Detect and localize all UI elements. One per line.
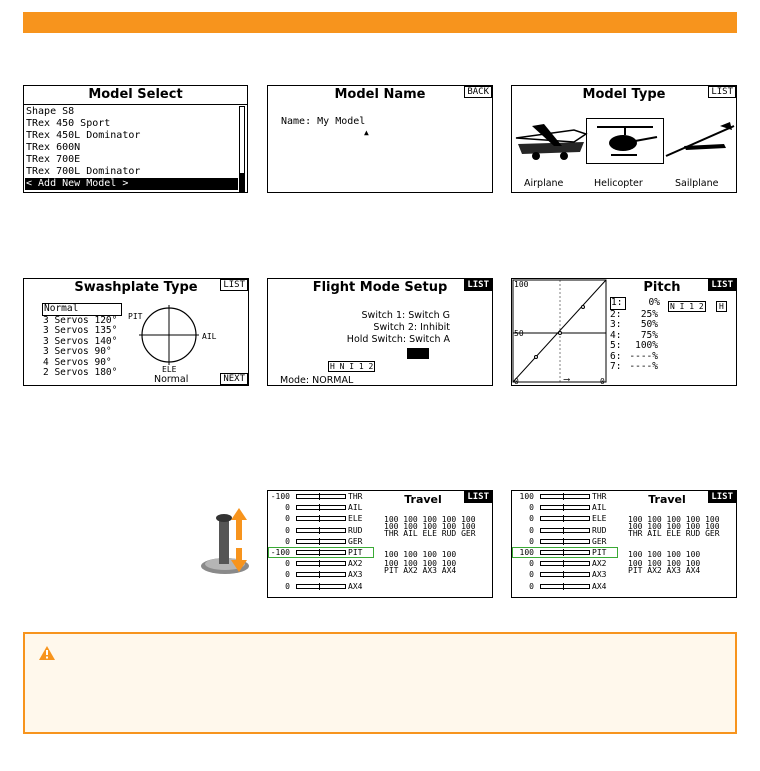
- travel-slider[interactable]: [540, 505, 590, 510]
- swashplate-option[interactable]: 4 Servos 90°: [43, 356, 112, 368]
- travel-value[interactable]: 0: [285, 525, 290, 535]
- mode-status: Mode: NORMAL: [280, 375, 354, 386]
- channel-values: 100 100 100 100 100: [628, 515, 720, 524]
- travel-slider-marker: [319, 549, 320, 556]
- throttle-stick-icon: [197, 500, 257, 580]
- model-list-item[interactable]: < Add New Model >: [25, 178, 238, 190]
- travel-slider-marker: [563, 560, 564, 567]
- list-button[interactable]: LIST: [708, 86, 736, 98]
- channel-names: THR AIL ELE RUD GER: [384, 529, 476, 538]
- channel-name: GER: [592, 536, 607, 546]
- swashplate-option[interactable]: Normal: [42, 303, 122, 316]
- travel-slider-marker: [319, 571, 320, 578]
- cursor-caret-icon: ▲: [364, 128, 369, 137]
- travel-value[interactable]: 0: [529, 559, 534, 569]
- pitch-curve-graph: [512, 279, 612, 385]
- channel-name: AX3: [348, 570, 363, 580]
- swashplate-option[interactable]: 3 Servos 140°: [43, 335, 118, 347]
- channel-name: PIT: [348, 548, 363, 557]
- pitch-point-label: 1:: [610, 297, 626, 310]
- channel-values: 100 100 100 100: [384, 559, 457, 568]
- travel-slider-marker: [563, 515, 564, 522]
- travel-slider[interactable]: [296, 584, 346, 589]
- list-button[interactable]: LIST: [464, 279, 492, 291]
- travel-slider[interactable]: [540, 539, 590, 544]
- hold-switch-setting[interactable]: Hold Switch: Switch A: [346, 334, 450, 345]
- channel-values: 100 100 100 100 100: [628, 522, 720, 531]
- swashplate-list: [42, 303, 122, 379]
- scrollbar-thumb[interactable]: [240, 173, 244, 191]
- warning-box: [23, 632, 737, 734]
- travel-slider[interactable]: [296, 572, 346, 577]
- screen-title: Flight Mode Setup: [312, 280, 448, 295]
- name-value: My Model: [317, 116, 366, 127]
- channel-name: AX2: [592, 559, 607, 569]
- helicopter-icon: [587, 119, 663, 163]
- travel-slider-marker: [563, 527, 564, 534]
- travel-slider-marker: [319, 493, 320, 500]
- travel-value[interactable]: 0: [529, 570, 534, 580]
- channel-name: AIL: [348, 503, 363, 513]
- model-list-item[interactable]: Shape S8: [26, 106, 75, 117]
- channel-names: THR AIL ELE RUD GER: [628, 529, 720, 538]
- x-axis-arrow-icon: ⟶: [564, 375, 570, 385]
- model-list-item[interactable]: TRex 450L Dominator: [26, 130, 141, 141]
- travel-slider[interactable]: [540, 494, 590, 499]
- switch-position-icon: [407, 348, 429, 359]
- pitch-point-value: 75%: [640, 329, 658, 341]
- screen-title: Pitch: [643, 280, 681, 295]
- model-name-screen: [267, 85, 493, 193]
- title-underline: [24, 104, 247, 105]
- swashplate-diagram: [134, 303, 204, 373]
- pitch-point-row[interactable]: [610, 362, 660, 373]
- option-sailplane[interactable]: Sailplane: [675, 178, 719, 189]
- travel-value[interactable]: 0: [285, 536, 290, 546]
- swashplate-option[interactable]: 2 Servos 180°: [43, 367, 118, 378]
- travel-screen: [511, 490, 737, 598]
- swashplate-option[interactable]: 3 Servos 90°: [43, 346, 112, 357]
- travel-value[interactable]: 0: [529, 514, 534, 524]
- pitch-point-label: 6:: [610, 350, 622, 362]
- pit-label: PIT: [128, 312, 143, 321]
- travel-slider-marker: [563, 504, 564, 511]
- channel-name: AX4: [348, 581, 363, 591]
- scrollbar[interactable]: [239, 106, 245, 192]
- screen-title: Model Type: [582, 87, 666, 102]
- channel-name: THR: [348, 492, 363, 501]
- travel-slider[interactable]: [540, 584, 590, 589]
- y-axis-mid: 50: [514, 329, 524, 338]
- hold-indicator: H: [716, 301, 727, 312]
- travel-slider[interactable]: [540, 550, 590, 555]
- screen-title: Swashplate Type: [74, 280, 198, 295]
- pitch-point-label: 7:: [610, 361, 622, 372]
- back-button[interactable]: BACK: [464, 86, 492, 98]
- x-axis-right: 0: [600, 377, 605, 386]
- switch-2-setting[interactable]: Switch 2: Inhibit: [373, 322, 450, 333]
- y-axis-max: 100: [514, 280, 529, 289]
- pitch-point-row[interactable]: [610, 297, 660, 310]
- pitch-point-value: 50%: [640, 319, 658, 330]
- screen-title: Travel: [648, 493, 686, 506]
- helicopter-option[interactable]: [586, 118, 664, 164]
- airplane-icon[interactable]: [514, 116, 588, 162]
- travel-slider[interactable]: [540, 528, 590, 533]
- screen-title: Model Select: [88, 87, 183, 102]
- pitch-point-value: ----%: [629, 350, 658, 362]
- mode-indicator: H N I 1 2: [330, 362, 374, 371]
- name-label: Name:: [281, 116, 312, 127]
- travel-slider[interactable]: [296, 516, 346, 521]
- travel-slider-marker: [319, 560, 320, 567]
- travel-slider-marker: [563, 583, 564, 590]
- pitch-point-value: 25%: [640, 308, 658, 320]
- channel-values: 100 100 100 100: [628, 559, 701, 568]
- travel-slider[interactable]: [296, 528, 346, 533]
- pitch-mode-indicator: N I 1 2: [670, 302, 704, 311]
- travel-value[interactable]: 0: [285, 559, 290, 569]
- channel-name: ELE: [348, 514, 363, 524]
- flight-mode-setup-screen: [267, 278, 493, 386]
- travel-slider[interactable]: [296, 505, 346, 510]
- section-header-bar: [23, 12, 737, 33]
- travel-slider-marker: [319, 538, 320, 545]
- channel-values: 100 100 100 100 100: [384, 522, 476, 531]
- x-axis-left: 0: [514, 377, 519, 386]
- model-list-item[interactable]: TRex 700E: [26, 154, 81, 165]
- channel-name: RUD: [348, 525, 363, 535]
- channel-values: 100 100 100 100: [628, 550, 701, 559]
- travel-value[interactable]: 0: [529, 525, 534, 535]
- list-button[interactable]: LIST: [708, 279, 736, 291]
- ail-label: AIL: [202, 332, 217, 341]
- travel-value[interactable]: 100: [519, 548, 534, 557]
- travel-slider[interactable]: [296, 494, 346, 499]
- channel-name: AIL: [592, 503, 607, 513]
- travel-value[interactable]: -100: [270, 548, 290, 557]
- channel-name: RUD: [592, 525, 607, 535]
- model-select-screen: [23, 85, 248, 193]
- travel-slider-marker: [319, 583, 320, 590]
- travel-value[interactable]: 0: [285, 503, 290, 513]
- list-button[interactable]: LIST: [708, 491, 736, 503]
- channel-name: ELE: [592, 514, 607, 524]
- list-button[interactable]: LIST: [220, 279, 248, 291]
- swashplate-option[interactable]: 3 Servos 135°: [43, 325, 118, 336]
- pitch-point-row[interactable]: [610, 341, 660, 352]
- model-type-screen: [511, 85, 737, 193]
- next-button[interactable]: NEXT: [220, 373, 248, 385]
- channel-name: GER: [348, 536, 363, 546]
- travel-slider-marker: [319, 527, 320, 534]
- pitch-point-value: 100%: [635, 340, 658, 351]
- travel-slider[interactable]: [540, 516, 590, 521]
- travel-slider-marker: [319, 515, 320, 522]
- swashplate-option[interactable]: 3 Servos 120°: [43, 314, 118, 326]
- swashplate-type-screen: [23, 278, 249, 386]
- pitch-point-label: 2:: [610, 308, 622, 320]
- pitch-point-value: ----%: [629, 361, 658, 372]
- pitch-point-label: 5:: [610, 340, 622, 351]
- model-list: [25, 106, 238, 190]
- model-list-item[interactable]: TRex 600N: [26, 142, 81, 153]
- screen-title: Model Name: [334, 87, 426, 102]
- travel-value[interactable]: 0: [529, 581, 534, 591]
- travel-slider[interactable]: [296, 539, 346, 544]
- pitch-points-list: [610, 297, 660, 373]
- travel-slider[interactable]: [540, 572, 590, 577]
- ele-label: ELE: [162, 365, 177, 374]
- model-list-item[interactable]: TRex 450 Sport: [26, 118, 111, 129]
- channel-name: THR: [592, 492, 607, 501]
- travel-slider-marker: [563, 571, 564, 578]
- travel-screen: [267, 490, 493, 598]
- channel-names: PIT AX2 AX3 AX4: [384, 566, 457, 575]
- travel-slider[interactable]: [296, 561, 346, 566]
- travel-value[interactable]: 0: [529, 503, 534, 513]
- sailplane-icon[interactable]: [664, 120, 736, 162]
- travel-value[interactable]: 100: [519, 492, 534, 501]
- current-swashplate: Normal: [154, 374, 189, 385]
- channel-values: 100 100 100 100 100: [384, 515, 476, 524]
- travel-slider[interactable]: [296, 550, 346, 555]
- channel-name: PIT: [592, 548, 607, 557]
- warning-icon: [39, 646, 55, 660]
- travel-slider-marker: [563, 549, 564, 556]
- option-helicopter[interactable]: Helicopter: [594, 178, 643, 189]
- travel-slider-marker: [563, 538, 564, 545]
- name-field[interactable]: [281, 116, 365, 127]
- option-airplane[interactable]: Airplane: [524, 178, 564, 189]
- pitch-curve-screen: [511, 278, 737, 386]
- channel-name: AX2: [348, 559, 363, 569]
- model-list-item[interactable]: TRex 700L Dominator: [26, 166, 141, 177]
- channel-name: AX3: [592, 570, 607, 580]
- channel-names: PIT AX2 AX3 AX4: [628, 566, 701, 575]
- travel-value[interactable]: 0: [285, 581, 290, 591]
- pitch-point-row[interactable]: [610, 320, 660, 331]
- pitch-point-value: 0%: [648, 297, 660, 308]
- travel-value[interactable]: 0: [285, 570, 290, 580]
- travel-value[interactable]: 0: [285, 514, 290, 524]
- screen-title: Travel: [404, 493, 442, 506]
- travel-value[interactable]: -100: [270, 492, 290, 501]
- travel-slider-marker: [563, 493, 564, 500]
- travel-slider[interactable]: [540, 561, 590, 566]
- pitch-point-label: 3:: [610, 319, 622, 330]
- travel-slider-marker: [319, 504, 320, 511]
- channel-values: 100 100 100 100: [384, 550, 457, 559]
- travel-value[interactable]: 0: [529, 536, 534, 546]
- channel-name: AX4: [592, 581, 607, 591]
- switch-1-setting[interactable]: Switch 1: Switch G: [361, 310, 450, 321]
- pitch-point-label: 4:: [610, 329, 622, 341]
- list-button[interactable]: LIST: [464, 491, 492, 503]
